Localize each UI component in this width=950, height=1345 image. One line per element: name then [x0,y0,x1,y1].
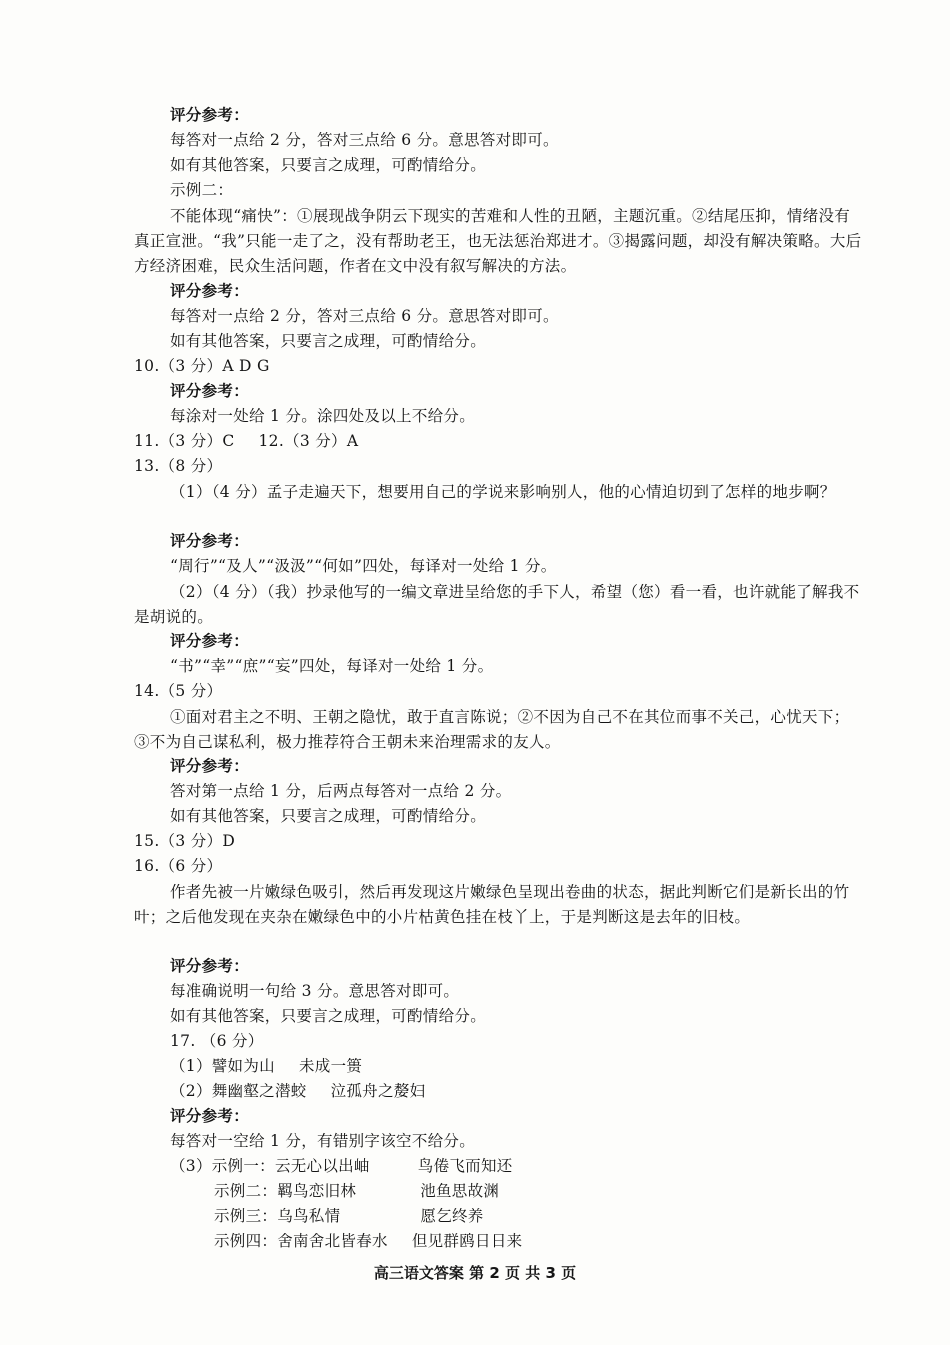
scoring-text: “书”“幸”“庶”“妄”四处，每译对一处给 1 分。 [170,657,494,675]
scoring-text: 如有其他答案，只要言之成理，可酌情给分。 [170,156,487,174]
example3-b: 愿乞终养 [420,1207,484,1225]
example3-a: 示例三：乌鸟私情 [214,1207,341,1225]
scoring-text: 如有其他答案，只要言之成理，可酌情给分。 [170,807,487,825]
example-heading: 示例二： [170,181,234,199]
question-10: 10.（3 分）A D G [134,357,270,375]
scoring-ref-heading: 评分参考： [170,956,250,975]
example2-b: 池鱼思故渊 [420,1182,500,1200]
q17-part3-example1 [170,1155,513,1177]
q16-answer: 作者先被一片嫩绿色吸引，然后再发现这片嫩绿色呈现出卷曲的状态，据此判断它们是新长出的竹叶；之后他发现在夹杂在嫩绿色中的小片枯黄色挂在枝丫上，于是判断这是去年的旧枝。 [134,883,850,926]
scoring-ref-heading: 评分参考： [170,1106,250,1125]
q14-answer: ①面对君主之不明、王朝之隐忧，敢于直言陈说；②不因为自己不在其位而事不关己，心忧天下；③不为自己谋私利，极力推荐符合王朝未来治理需求的友人。 [134,708,850,751]
scoring-ref-heading: 评分参考： [170,531,250,550]
scoring-text: 如有其他答案，只要言之成理，可酌情给分。 [170,332,487,350]
q13-part1-answer: （1）（4 分）孟子走遍天下，想要用自己的学说来影响别人，他的心情迫切到了怎样的地步啊？ [170,483,836,501]
scoring-text: 每答对一点给 2 分，答对三点给 6 分。意思答对即可。 [170,131,559,149]
question-11: 11.（3 分）C [134,432,235,450]
q17-part2 [170,1080,425,1102]
question-14: 14.（5 分） [134,682,223,700]
scoring-ref-heading: 评分参考： [170,756,250,775]
example-two-answer: 不能体现“痛快”：①展现战争阴云下现实的苦难和人性的丑陋，主题沉重。②结尾压抑，情绪没有真正宣泄。“我”只能一走了之，没有帮助老王，也无法惩治郑进才。③揭露问题，却没有解决策略。大后方经济困难，民众生活问题，作者在文中没有叙写解决的方法。 [134,207,862,275]
scoring-ref-heading: 评分参考： [170,281,250,300]
question-13: 13.（8 分） [134,457,223,475]
question-15: 15.（3 分）D [134,832,236,850]
example2-a: 示例二：羁鸟恋旧林 [214,1182,357,1200]
q13-part2-answer: （2）（4 分）（我）抄录他写的一编文章进呈给您的手下人，希望（您）看一看，也许就能了解我不是胡说的。 [134,583,860,626]
question-17: 17. （6 分） [170,1032,264,1050]
question-12: 12.（3 分）A [258,432,359,450]
q17-part1-a: （1）譬如为山 [170,1057,275,1075]
example1-a: （3）示例一：云无心以出岫 [170,1157,370,1175]
example4-a: 示例四：舍南舍北皆春水 [214,1232,388,1250]
scoring-ref-heading: 评分参考： [170,105,250,124]
q17-part2-b: 泣孤舟之嫠妇 [330,1082,426,1100]
q17-part3-example2 [214,1180,499,1202]
scoring-text: 如有其他答案，只要言之成理，可酌情给分。 [170,1007,487,1025]
scoring-text: “周行”“及人”“汲汲”“何如”四处，每译对一处给 1 分。 [170,557,557,575]
scoring-text: 每答对一空给 1 分，有错别字该空不给分。 [170,1132,476,1150]
scoring-text: 每涂对一处给 1 分。涂四处及以上不给分。 [170,407,476,425]
example1-b: 鸟倦飞而知还 [417,1157,513,1175]
question-16: 16.（6 分） [134,857,223,875]
scoring-ref-heading: 评分参考： [170,631,250,650]
scoring-text: 每答对一点给 2 分，答对三点给 6 分。意思答对即可。 [170,307,559,325]
scoring-text: 每准确说明一句给 3 分。意思答对即可。 [170,982,460,1000]
question-11-12 [134,430,358,452]
q17-part1-b: 未成一篑 [298,1057,363,1075]
q17-part2-a: （2）舞幽壑之潜蛟 [170,1082,307,1100]
page-footer: 高三语文答案 第 2 页 共 3 页 [373,1264,577,1282]
scoring-ref-heading: 评分参考： [170,381,250,400]
scoring-text: 答对第一点给 1 分，后两点每答对一点给 2 分。 [170,782,512,800]
q17-part3-example3 [214,1205,484,1227]
example4-b: 但见群鸥日日来 [411,1232,523,1250]
q17-part3-example4 [214,1230,522,1252]
q17-part1 [170,1055,362,1077]
